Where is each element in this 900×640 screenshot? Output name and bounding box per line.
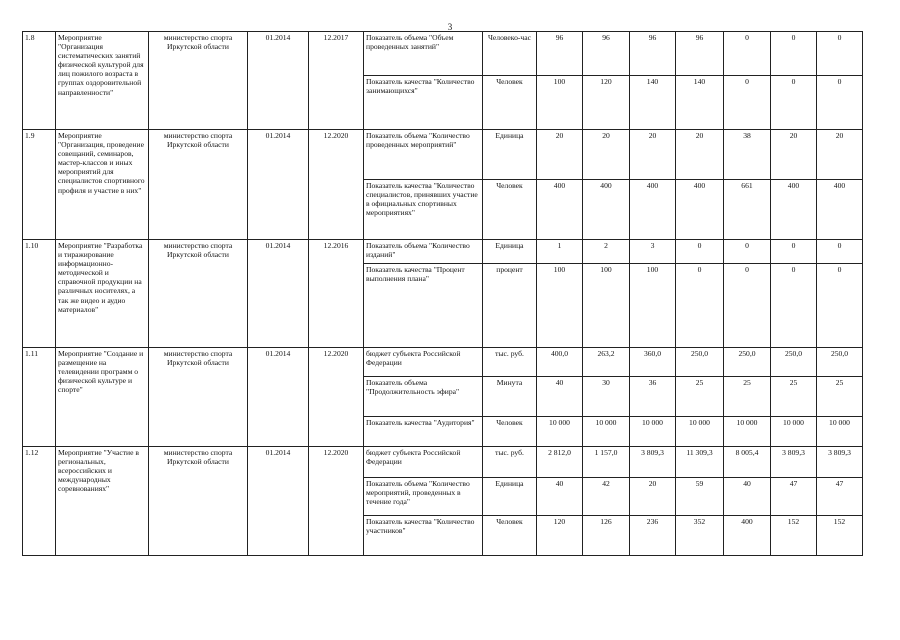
indicator-value: 0 xyxy=(676,264,724,348)
executor: министерство спорта Иркутской области xyxy=(149,130,248,240)
indicator-value: 250,0 xyxy=(676,348,724,377)
row-number: 1.11 xyxy=(23,348,56,447)
indicator-name: Показатель качества "Количество участников" xyxy=(364,516,483,556)
indicator-unit: Человеко-час xyxy=(483,32,537,76)
indicator-value: 2 xyxy=(583,240,630,264)
indicator-value: 2 812,0 xyxy=(537,447,583,478)
end-date: 12.2020 xyxy=(309,447,364,556)
indicator-value: 0 xyxy=(724,264,771,348)
indicator-value: 96 xyxy=(537,32,583,76)
start-date: 01.2014 xyxy=(248,130,309,240)
indicator-value: 100 xyxy=(537,264,583,348)
row-number: 1.9 xyxy=(23,130,56,240)
indicator-value: 40 xyxy=(537,377,583,417)
activity-row xyxy=(23,447,863,478)
indicator-value: 0 xyxy=(676,240,724,264)
indicator-value: 0 xyxy=(771,264,817,348)
indicator-value: 140 xyxy=(630,76,676,130)
row-number: 1.10 xyxy=(23,240,56,348)
indicator-value: 400 xyxy=(771,180,817,240)
indicator-name: Показатель качества "Количество занимающихся" xyxy=(364,76,483,130)
indicator-unit: Единица xyxy=(483,240,537,264)
indicator-value: 47 xyxy=(817,478,863,516)
indicator-name: Показатель объема "Продолжительность эфира" xyxy=(364,377,483,417)
indicator-value: 360,0 xyxy=(630,348,676,377)
indicator-value: 0 xyxy=(817,76,863,130)
indicator-unit: процент xyxy=(483,264,537,348)
row-number: 1.8 xyxy=(23,32,56,130)
indicator-name: Показатель качества "Процент выполнения плана" xyxy=(364,264,483,348)
indicator-value: 100 xyxy=(537,76,583,130)
end-date: 12.2020 xyxy=(309,348,364,447)
executor: министерство спорта Иркутской области xyxy=(149,447,248,556)
indicator-value: 3 809,3 xyxy=(771,447,817,478)
indicator-value: 0 xyxy=(724,240,771,264)
indicator-value: 120 xyxy=(537,516,583,556)
indicator-value: 40 xyxy=(724,478,771,516)
indicator-value: 20 xyxy=(583,130,630,180)
indicator-value: 10 000 xyxy=(771,417,817,447)
indicator-value: 10 000 xyxy=(817,417,863,447)
indicator-value: 3 809,3 xyxy=(630,447,676,478)
indicator-value: 126 xyxy=(583,516,630,556)
indicator-value: 25 xyxy=(724,377,771,417)
indicator-value: 0 xyxy=(817,32,863,76)
start-date: 01.2014 xyxy=(248,447,309,556)
indicator-name: Показатель качества "Аудитория" xyxy=(364,417,483,447)
indicator-value: 100 xyxy=(583,264,630,348)
indicator-value: 0 xyxy=(724,32,771,76)
indicator-value: 236 xyxy=(630,516,676,556)
indicator-value: 10 000 xyxy=(724,417,771,447)
indicator-unit: Человек xyxy=(483,417,537,447)
indicator-name: бюджет субъекта Российской Федерации xyxy=(364,348,483,377)
end-date: 12.2020 xyxy=(309,130,364,240)
activity-name: Мероприятие "Создание и размещение на телевидении программ о физической культуре и спорте" xyxy=(56,348,149,447)
indicator-unit: Человек xyxy=(483,76,537,130)
start-date: 01.2014 xyxy=(248,32,309,130)
indicator-name: Показатель качества "Количество специалистов, принявших участие в официальных спортивных мероприятиях" xyxy=(364,180,483,240)
indicator-value: 400 xyxy=(724,516,771,556)
indicator-value: 25 xyxy=(676,377,724,417)
indicator-value: 96 xyxy=(676,32,724,76)
indicator-unit: тыс. руб. xyxy=(483,348,537,377)
indicator-value: 152 xyxy=(771,516,817,556)
indicator-value: 40 xyxy=(537,478,583,516)
indicator-value: 11 309,3 xyxy=(676,447,724,478)
indicator-value: 152 xyxy=(817,516,863,556)
end-date: 12.2017 xyxy=(309,32,364,130)
indicator-value: 20 xyxy=(630,478,676,516)
indicator-value: 20 xyxy=(630,130,676,180)
indicator-value: 38 xyxy=(724,130,771,180)
indicator-unit: тыс. руб. xyxy=(483,447,537,478)
indicator-value: 0 xyxy=(771,240,817,264)
indicator-value: 400 xyxy=(583,180,630,240)
indicator-name: Показатель объема "Количество проведенных мероприятий" xyxy=(364,130,483,180)
activity-row xyxy=(23,32,863,76)
indicator-value: 10 000 xyxy=(583,417,630,447)
executor: министерство спорта Иркутской области xyxy=(149,240,248,348)
indicator-value: 250,0 xyxy=(724,348,771,377)
indicator-value: 8 005,4 xyxy=(724,447,771,478)
indicator-value: 400 xyxy=(676,180,724,240)
executor: министерство спорта Иркутской области xyxy=(149,348,248,447)
indicator-value: 0 xyxy=(771,32,817,76)
end-date: 12.2016 xyxy=(309,240,364,348)
indicator-value: 3 809,3 xyxy=(817,447,863,478)
indicator-value: 250,0 xyxy=(817,348,863,377)
activity-row xyxy=(23,130,863,180)
indicator-value: 120 xyxy=(583,76,630,130)
activity-name: Мероприятие "Организация, проведение совещаний, семинаров, мастер-классов и иных мероприятий для специалистов спортивного профиля и участие в них" xyxy=(56,130,149,240)
indicator-value: 400 xyxy=(537,180,583,240)
indicator-value: 661 xyxy=(724,180,771,240)
indicator-value: 10 000 xyxy=(630,417,676,447)
indicator-unit: Единица xyxy=(483,130,537,180)
activity-row xyxy=(23,348,863,377)
indicator-value: 36 xyxy=(630,377,676,417)
indicator-value: 25 xyxy=(817,377,863,417)
start-date: 01.2014 xyxy=(248,348,309,447)
indicator-value: 0 xyxy=(817,240,863,264)
indicator-value: 30 xyxy=(583,377,630,417)
indicator-value: 42 xyxy=(583,478,630,516)
indicator-value: 1 157,0 xyxy=(583,447,630,478)
indicator-value: 1 xyxy=(537,240,583,264)
indicator-unit: Человек xyxy=(483,180,537,240)
indicator-value: 250,0 xyxy=(771,348,817,377)
indicator-name: Показатель объема "Объем проведенных занятий" xyxy=(364,32,483,76)
indicator-name: Показатель объема "Количество изданий" xyxy=(364,240,483,264)
program-activities-table xyxy=(22,31,863,556)
indicator-value: 20 xyxy=(771,130,817,180)
indicator-name: бюджет субъекта Российской Федерации xyxy=(364,447,483,478)
indicator-value: 400,0 xyxy=(537,348,583,377)
indicator-value: 47 xyxy=(771,478,817,516)
indicator-value: 20 xyxy=(817,130,863,180)
indicator-unit: Человек xyxy=(483,516,537,556)
indicator-value: 400 xyxy=(630,180,676,240)
indicator-value: 100 xyxy=(630,264,676,348)
activity-name: Мероприятие "Участие в региональных, всероссийских и международных соревнованиях" xyxy=(56,447,149,556)
activity-name: Мероприятие "Разработка и тиражирование информационно-методической и справочной продукции на различных носителях, а так же видео и аудио материалов" xyxy=(56,240,149,348)
indicator-value: 10 000 xyxy=(537,417,583,447)
indicator-value: 3 xyxy=(630,240,676,264)
indicator-value: 140 xyxy=(676,76,724,130)
row-number: 1.12 xyxy=(23,447,56,556)
indicator-value: 20 xyxy=(676,130,724,180)
indicator-value: 59 xyxy=(676,478,724,516)
executor: министерство спорта Иркутской области xyxy=(149,32,248,130)
indicator-unit: Минута xyxy=(483,377,537,417)
start-date: 01.2014 xyxy=(248,240,309,348)
indicator-value: 263,2 xyxy=(583,348,630,377)
indicator-unit: Единица xyxy=(483,478,537,516)
indicator-value: 20 xyxy=(537,130,583,180)
indicator-value: 0 xyxy=(771,76,817,130)
indicator-value: 96 xyxy=(583,32,630,76)
indicator-value: 352 xyxy=(676,516,724,556)
indicator-value: 10 000 xyxy=(676,417,724,447)
indicator-value: 25 xyxy=(771,377,817,417)
page-number: 3 xyxy=(447,22,453,32)
activity-row xyxy=(23,240,863,264)
activity-name: Мероприятие "Организация систематических занятий физической культурой для лиц пожилого возраста в группах оздоровительной направленности" xyxy=(56,32,149,130)
indicator-value: 0 xyxy=(817,264,863,348)
indicator-value: 0 xyxy=(724,76,771,130)
indicator-value: 400 xyxy=(817,180,863,240)
indicator-value: 96 xyxy=(630,32,676,76)
indicator-name: Показатель объема "Количество мероприятий, проведенных в течение года" xyxy=(364,478,483,516)
